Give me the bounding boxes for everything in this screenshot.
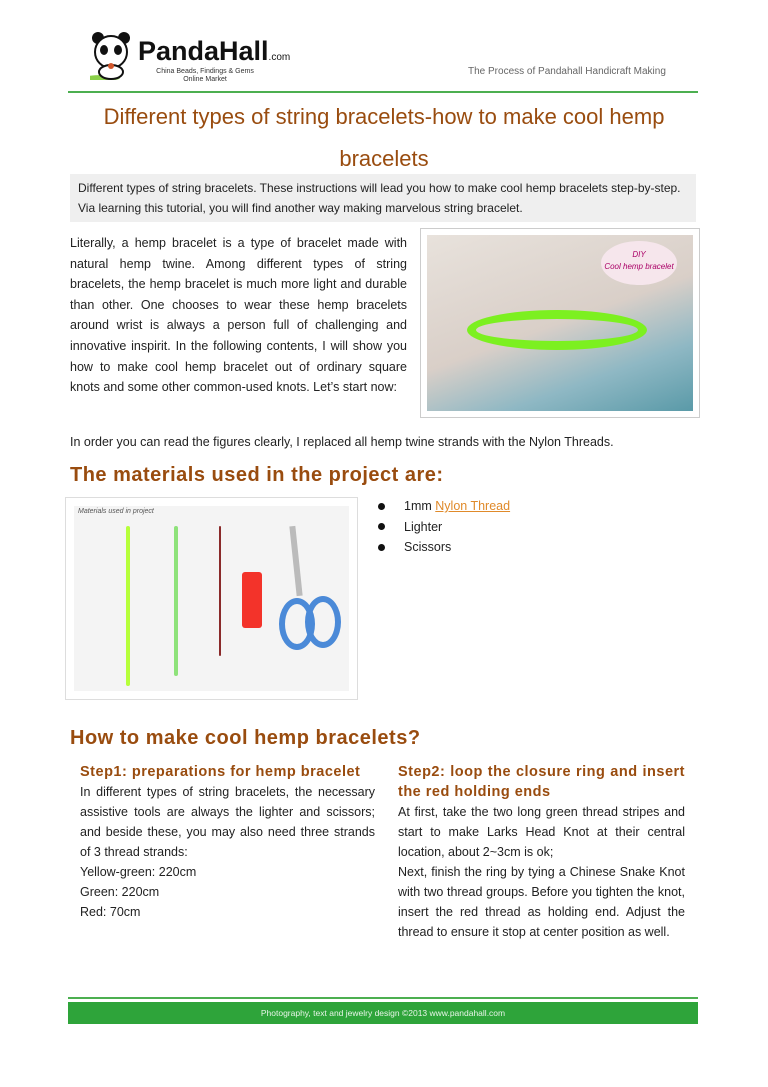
pandahall-logo[interactable] — [78, 30, 318, 86]
photo-tag-title: DIY — [632, 250, 646, 259]
bullet-icon — [378, 523, 385, 530]
footer-divider — [68, 997, 698, 999]
bracelet-photo — [420, 228, 700, 418]
item-label: Lighter — [404, 519, 443, 534]
bullet-icon — [378, 503, 385, 510]
list-item — [378, 537, 510, 558]
thread-length: Red: 70cm — [80, 905, 141, 919]
step2-section — [398, 762, 685, 942]
step2-title: Step2: loop the closure ring and insert the red holding ends — [398, 764, 685, 800]
item-prefix: 1mm — [404, 499, 432, 514]
intro-paragraph: Literally, a hemp bracelet is a type of bracelet made with natural hemp twine. Among different types of string bracelets, the hemp bracelet is much more light and durable than other. One chooses to wear these hemp bracelets around wrist is always a person full of challenging and innovative inspirit. In the following contents, I will show you how to make cool hemp bracelet out of ordinary square knots and some other common-used knots. Let’s start now: — [70, 236, 407, 395]
red-thread — [219, 526, 221, 656]
bracelet-shape — [467, 310, 647, 350]
green-thread — [174, 526, 178, 676]
page-title: Different types of string bracelets-how to make cool hemp bracelets — [103, 104, 665, 171]
item-label: Scissors — [404, 540, 452, 555]
brand-name: PandaHall — [138, 36, 269, 66]
yellow-green-thread — [126, 526, 130, 686]
thread-length: Green: 220cm — [80, 885, 160, 899]
step1-title: Step1: preparations for hemp bracelet — [80, 764, 361, 780]
photo-tag-subtitle: Cool hemp bracelet — [604, 262, 674, 271]
materials-photo-caption: Materials used in project — [78, 508, 154, 515]
thread-length: Yellow-green: 220cm — [80, 865, 197, 879]
materials-photo — [65, 497, 358, 700]
nylon-thread-link[interactable]: Nylon Thread — [435, 499, 511, 514]
step1-section — [80, 762, 375, 922]
footer-bar: Photography, text and jewelry design ©2013 www.pandahall.com — [68, 1002, 698, 1024]
brand-suffix: .com — [268, 52, 291, 63]
bullet-icon — [378, 544, 385, 551]
tagline-2: Online Market — [183, 76, 227, 83]
header-subtitle: The Process of Pandahall Handicraft Making — [468, 66, 666, 77]
scissors-image — [279, 526, 339, 656]
how-to-heading: How to make cool hemp bracelets? — [70, 727, 421, 749]
step1-body: In different types of string bracelets, the necessary assistive tools are always the lighter and scissors; and beside these, you may also need three strands of 3 thread strands: — [80, 785, 375, 859]
materials-list — [378, 496, 510, 558]
list-item — [378, 517, 510, 538]
panda-icon — [90, 30, 132, 80]
materials-heading: The materials used in the project are: — [70, 464, 444, 486]
note-paragraph: In order you can read the figures clearly, I replaced all hemp twine strands with the Nylon Threads. — [70, 435, 614, 449]
step2-body: At first, take the two long green thread stripes and start to make Larks Head Knot at their central location, about 2~3cm is ok; — [398, 805, 685, 859]
lighter-image — [242, 572, 262, 628]
tagline: China Beads, Findings & Gems — [156, 68, 254, 75]
list-item — [378, 496, 510, 517]
photo-tag — [601, 241, 677, 285]
step2-body-2: Next, finish the ring by tying a Chinese Snake Knot with two thread groups. Before you tighten the knot, insert the red thread as holding end. Adjust the thread to ensure it stop at center position as well. — [398, 865, 685, 939]
header-divider — [68, 91, 698, 93]
intro-box: Different types of string bracelets. These instructions will lead you how to make cool hemp bracelets step-by-step. Via learning this tutorial, you will find another way making marvelous string bracelet. — [70, 174, 696, 222]
